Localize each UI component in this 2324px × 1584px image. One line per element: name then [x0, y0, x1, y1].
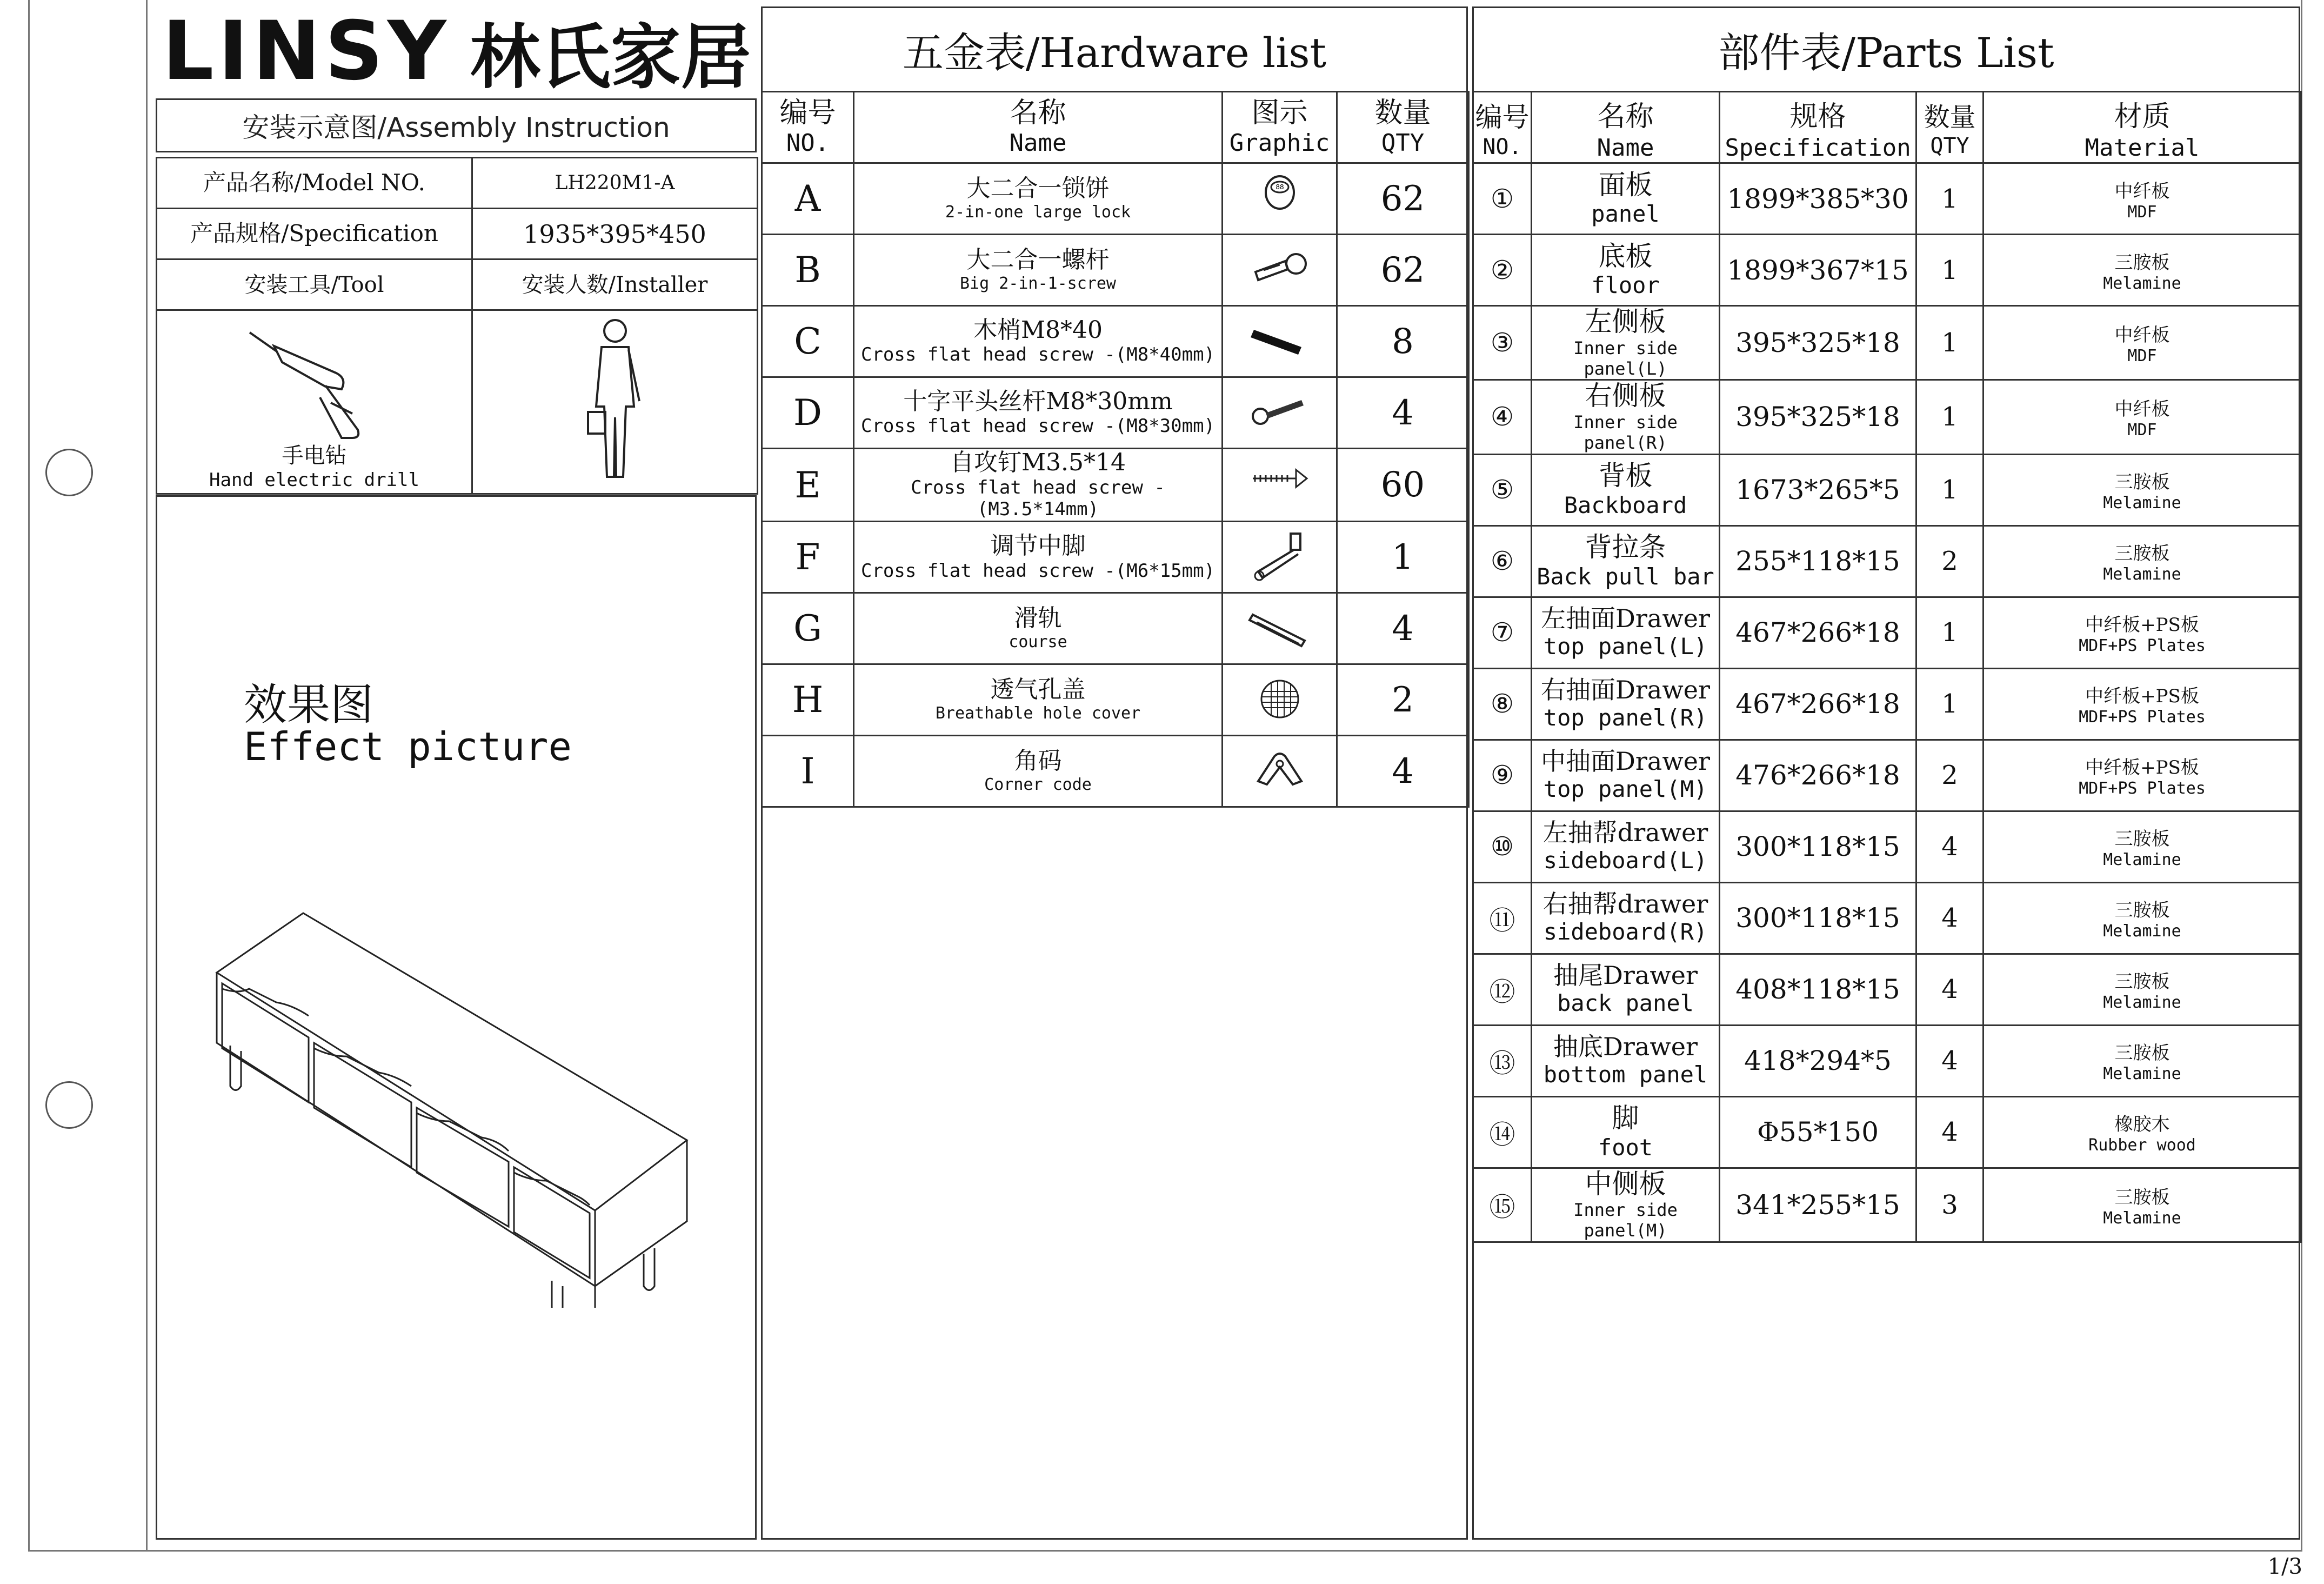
pt-row-spec: 476*266*18 — [1735, 760, 1900, 791]
pt-row-name-en: Inner side panel(R) — [1573, 411, 1678, 454]
hw-row-name-zh: 大二合一螺杆 — [966, 246, 1110, 274]
pt-row-qty: 2 — [1941, 546, 1958, 577]
hw-row-name-en: 2-in-one large lock — [945, 202, 1131, 222]
parts-row — [1473, 1168, 2301, 1242]
pt-col-name-zh: 名称 — [1597, 100, 1654, 133]
adjustable-foot-icon — [1247, 529, 1312, 583]
pt-row-spec: 395*325*18 — [1735, 401, 1900, 433]
drill-icon — [244, 322, 385, 441]
pt-row-qty: 4 — [1941, 903, 1958, 934]
pt-row-name-en: Inner side panel(M) — [1573, 1200, 1678, 1241]
pt-row-mat-en: Melamine — [2103, 922, 2181, 941]
hw-row-qty: 2 — [1392, 680, 1414, 720]
parts-row — [1473, 306, 2301, 380]
pt-row-qty: 4 — [1941, 1117, 1958, 1148]
pt-row-mat-zh: 三胺板 — [2114, 900, 2170, 922]
pt-row-name-zh: 左抽帮drawer — [1542, 818, 1708, 848]
svg-text:88: 88 — [1275, 183, 1284, 191]
tool-cell — [157, 310, 472, 494]
hw-row-name-en: Cross flat head screw -(M8*30mm) — [860, 415, 1216, 437]
parts-header-row — [1473, 92, 2301, 163]
hardware-row — [762, 449, 1469, 522]
hardware-title: 五金表/Hardware list — [902, 28, 1327, 77]
model-value: LH220M1-A — [472, 158, 758, 209]
parts-row — [1473, 954, 2301, 1025]
hardware-row — [762, 235, 1469, 306]
hardware-row — [762, 593, 1469, 664]
pt-row-mat-zh: 中纤板 — [2114, 324, 2170, 347]
hw-row-qty: 4 — [1392, 751, 1414, 791]
hw-col-graphic-zh: 图示 — [1251, 97, 1308, 130]
hw-row-id: D — [793, 392, 822, 434]
hw-row-name-en: Cross flat head screw -(M8*40mm) — [860, 344, 1216, 366]
hardware-row — [762, 522, 1469, 593]
pt-row-name-zh: 右侧板 — [1585, 380, 1666, 412]
parts-row — [1473, 235, 2301, 306]
pt-row-spec: 467*266*18 — [1735, 688, 1900, 720]
pt-row-mat-en: Melamine — [2103, 1064, 2181, 1084]
pt-row-spec: Φ55*150 — [1757, 1116, 1879, 1148]
pt-row-name-zh: 抽尾Drawer — [1553, 961, 1698, 990]
pt-row-no: ① — [1490, 183, 1514, 214]
pt-row-name-en: top panel(L) — [1543, 633, 1708, 660]
pt-col-spec-en: Specification — [1725, 134, 1911, 162]
pt-row-qty: 1 — [1941, 689, 1958, 720]
hw-row-qty: 4 — [1392, 392, 1414, 433]
pt-row-name-en: sideboard(R) — [1543, 919, 1708, 946]
pt-row-mat-zh: 三胺板 — [2114, 828, 2170, 850]
hardware-table — [761, 91, 1470, 808]
pt-row-spec: 408*118*15 — [1735, 974, 1900, 1006]
hw-row-name-en: course — [1009, 632, 1067, 651]
hw-row-id: F — [795, 536, 820, 578]
pt-row-spec: 395*325*18 — [1735, 327, 1900, 359]
pt-row-name-en: sideboard(L) — [1543, 847, 1708, 874]
pt-row-mat-zh: 三胺板 — [2114, 471, 2170, 494]
pt-col-mat-en: Material — [2085, 134, 2200, 162]
hw-row-qty: 8 — [1392, 321, 1414, 362]
pt-col-qty-en: QTY — [1930, 134, 1969, 158]
hw-col-name-zh: 名称 — [1010, 97, 1066, 130]
pt-row-name-en: Back pull bar — [1537, 563, 1714, 590]
hardware-header-row — [762, 92, 1469, 163]
pt-row-name-zh: 左侧板 — [1585, 306, 1666, 337]
pt-row-mat-en: MDF+PS Plates — [2079, 708, 2206, 727]
pt-row-mat-en: MDF — [2127, 421, 2157, 440]
pt-row-name-zh: 中抽面Drawer — [1541, 747, 1710, 776]
parts-row — [1473, 882, 2301, 954]
pt-col-qty-zh: 数量 — [1924, 102, 1976, 132]
pt-row-mat-zh: 三胺板 — [2114, 1042, 2170, 1064]
hw-row-id: C — [794, 321, 822, 362]
pt-row-mat-zh: 中纤板+PS板 — [2085, 614, 2199, 636]
pt-row-no: ④ — [1490, 402, 1514, 432]
brand-logo-latin: LINSY — [162, 4, 451, 98]
parts-row — [1473, 380, 2301, 454]
pt-row-name-en: back panel — [1557, 990, 1694, 1017]
slide-rail-icon — [1247, 601, 1312, 655]
hw-row-name-en: Corner code — [984, 775, 1092, 794]
pt-row-no: ⑨ — [1490, 760, 1514, 791]
pt-row-mat-en: MDF — [2127, 202, 2157, 222]
hw-row-id: A — [794, 178, 821, 219]
pt-row-mat-en: MDF — [2127, 347, 2157, 366]
parts-row — [1473, 1025, 2301, 1096]
pt-row-name-en: foot — [1598, 1134, 1653, 1161]
hw-col-graphic-en: Graphic — [1229, 129, 1330, 157]
pt-row-mat-zh: 中纤板 — [2114, 180, 2170, 202]
drill-name-en: Hand electric drill — [209, 469, 419, 491]
spec-value: 1935*395*450 — [472, 209, 758, 259]
pt-row-mat-en: MDF+PS Plates — [2079, 636, 2206, 656]
hw-col-no-en: NO. — [786, 129, 830, 157]
pt-row-qty: 4 — [1941, 1046, 1958, 1076]
hw-row-name-zh: 调节中脚 — [990, 531, 1086, 560]
parts-row — [1473, 597, 2301, 668]
hardware-row — [762, 306, 1469, 377]
hw-row-name-zh: 角码 — [1014, 747, 1062, 775]
parts-title: 部件表/Parts List — [1718, 28, 2054, 77]
pt-row-name-zh: 背拉条 — [1585, 531, 1666, 563]
hw-row-id: E — [794, 464, 821, 506]
pt-row-qty: 1 — [1941, 617, 1958, 648]
parts-row — [1473, 1096, 2301, 1168]
pt-row-no: ⑤ — [1490, 475, 1514, 505]
hw-row-name-en: Cross flat head screw -(M3.5*14mm) — [911, 476, 1165, 521]
parts-row — [1473, 668, 2301, 740]
hw-col-qty-zh: 数量 — [1374, 97, 1431, 130]
pt-row-mat-zh: 中纤板+PS板 — [2085, 685, 2199, 708]
pt-row-mat-en: Melamine — [2103, 274, 2181, 293]
wooden-dowel-icon — [1247, 314, 1312, 368]
pt-row-name-en: Backboard — [1564, 491, 1687, 518]
binder-margin-line — [146, 0, 148, 1552]
hw-row-qty: 4 — [1392, 608, 1414, 649]
pt-row-spec: 1899*367*15 — [1727, 254, 1909, 286]
product-info-table — [156, 157, 758, 495]
pt-row-mat-zh: 中纤板+PS板 — [2085, 757, 2199, 779]
pt-row-mat-zh: 三胺板 — [2114, 1186, 2170, 1208]
pt-row-mat-en: Melamine — [2103, 993, 2181, 1013]
pt-row-qty: 3 — [1941, 1189, 1958, 1220]
pt-col-spec-zh: 规格 — [1789, 100, 1846, 133]
pt-row-name-zh: 左抽面Drawer — [1541, 604, 1710, 634]
hardware-row — [762, 163, 1469, 235]
pt-row-name-zh: 背板 — [1598, 460, 1653, 492]
pt-row-name-en: top panel(M) — [1543, 776, 1708, 803]
brand-logo — [162, 5, 757, 97]
pt-row-mat-en: Rubber wood — [2088, 1136, 2196, 1155]
pt-row-mat-zh: 中纤板 — [2114, 398, 2170, 421]
pt-row-qty: 1 — [1941, 475, 1958, 505]
pt-row-no: ⑫ — [1489, 976, 1515, 1007]
pt-row-no: ⑮ — [1489, 1192, 1515, 1223]
hw-row-qty: 62 — [1380, 178, 1425, 219]
hw-row-qty: 60 — [1380, 465, 1425, 505]
pt-row-spec: 418*294*5 — [1744, 1045, 1892, 1077]
brand-logo-cjk: 林氏家居 — [470, 16, 751, 98]
pt-row-mat-en: MDF+PS Plates — [2079, 779, 2206, 798]
parts-row — [1473, 163, 2301, 235]
drill-name-zh: 手电钻 — [282, 443, 347, 468]
parts-row — [1473, 454, 2301, 525]
pt-row-spec: 1673*265*5 — [1735, 474, 1900, 506]
page-number: 1/3 — [2267, 1554, 2302, 1579]
pt-row-spec: 300*118*15 — [1735, 902, 1900, 934]
hw-col-no-zh: 编号 — [779, 97, 836, 130]
binder-hole-top — [45, 449, 93, 496]
pt-row-qty: 1 — [1941, 183, 1958, 214]
model-label: 产品名称/Model NO. — [157, 158, 472, 209]
hw-row-id: I — [800, 750, 815, 793]
pt-row-mat-en: Melamine — [2103, 850, 2181, 870]
hw-row-name-zh: 木梢M8*40 — [973, 316, 1103, 344]
machine-screw-icon — [1247, 385, 1312, 439]
pt-row-spec: 341*255*15 — [1735, 1189, 1900, 1221]
hw-row-name-zh: 滑轨 — [1014, 604, 1062, 633]
pt-row-no: ⑪ — [1489, 905, 1515, 936]
pt-col-no-en: NO. — [1482, 134, 1522, 159]
effect-title-en: Effect picture — [244, 724, 572, 769]
pt-col-name-en: Name — [1597, 134, 1654, 162]
pt-row-qty: 2 — [1941, 760, 1958, 791]
effect-title-zh: 效果图 — [244, 680, 373, 730]
pt-row-name-zh: 右抽帮drawer — [1542, 889, 1708, 919]
pt-row-mat-en: Melamine — [2103, 494, 2181, 513]
parts-row — [1473, 811, 2301, 882]
parts-row — [1473, 525, 2301, 597]
pt-row-name-zh: 面板 — [1598, 169, 1653, 201]
pt-col-mat-zh: 材质 — [2114, 100, 2171, 133]
pt-row-mat-zh: 三胺板 — [2114, 251, 2170, 274]
pt-row-mat-en: Melamine — [2103, 1208, 2181, 1228]
pt-row-qty: 1 — [1941, 328, 1958, 358]
pt-row-mat-zh: 三胺板 — [2114, 543, 2170, 565]
pt-row-name-zh: 中侧板 — [1585, 1168, 1666, 1200]
cam-lock-icon — [1247, 171, 1312, 225]
pt-row-no: ② — [1490, 255, 1514, 285]
pt-row-no: ⑩ — [1490, 831, 1514, 862]
pt-row-spec: 467*266*18 — [1735, 617, 1900, 649]
hw-row-name-en: Big 2-in-1-screw — [960, 274, 1116, 293]
pt-row-spec: 1899*385*30 — [1727, 183, 1909, 215]
parts-row — [1473, 740, 2301, 811]
mesh-cover-icon — [1247, 672, 1312, 726]
hw-row-qty: 62 — [1380, 250, 1425, 290]
hardware-row — [762, 736, 1469, 807]
hw-row-name-zh: 十字平头丝杆M8*30mm — [903, 387, 1173, 415]
pt-row-qty: 4 — [1941, 974, 1958, 1005]
cam-bolt-icon — [1247, 242, 1312, 296]
spec-label: 产品规格/Specification — [157, 209, 472, 259]
hw-row-name-zh: 大二合一锁饼 — [966, 175, 1110, 203]
pt-row-no: ⑭ — [1489, 1119, 1515, 1150]
corner-bracket-icon — [1247, 743, 1312, 797]
pt-row-spec: 255*118*15 — [1735, 545, 1900, 577]
hw-row-id: H — [792, 679, 824, 721]
pt-row-mat-en: Melamine — [2103, 565, 2181, 584]
tool-label: 安装工具/Tool — [157, 259, 472, 310]
pt-row-name-en: panel — [1591, 201, 1660, 228]
self-tapping-screw-icon — [1247, 457, 1312, 511]
hw-row-id: B — [794, 249, 821, 291]
installer-label: 安装人数/Installer — [472, 259, 758, 310]
pt-col-no-zh: 编号 — [1475, 101, 1530, 133]
hw-row-name-en: Cross flat head screw -(M6*15mm) — [860, 560, 1216, 582]
pt-row-qty: 1 — [1941, 255, 1958, 285]
binder-hole-bottom — [45, 1081, 93, 1129]
pt-row-name-zh: 脚 — [1612, 1102, 1639, 1134]
hw-row-qty: 1 — [1392, 537, 1414, 577]
pt-row-name-en: bottom panel — [1543, 1061, 1708, 1088]
pt-row-name-zh: 右抽面Drawer — [1541, 675, 1710, 705]
pt-row-name-en: floor — [1591, 272, 1660, 299]
hardware-row — [762, 377, 1469, 449]
installer-cell — [472, 310, 758, 494]
tv-cabinet-illustration — [206, 908, 692, 1308]
effect-picture-box — [156, 495, 757, 1540]
person-icon — [577, 315, 653, 488]
pt-row-name-zh: 底板 — [1598, 240, 1653, 272]
pt-row-spec: 300*118*15 — [1735, 831, 1900, 863]
hw-col-qty-en: QTY — [1381, 129, 1425, 157]
hw-col-name-en: Name — [1009, 129, 1067, 157]
pt-row-no: ⑧ — [1490, 689, 1514, 720]
pt-row-no: ③ — [1490, 328, 1514, 358]
hw-row-name-en: Breathable hole cover — [935, 703, 1141, 723]
pt-row-qty: 4 — [1941, 831, 1958, 862]
parts-table — [1472, 91, 2302, 1243]
pt-row-qty: 1 — [1941, 402, 1958, 432]
assembly-title: 安装示意图/Assembly Instruction — [242, 112, 670, 143]
pt-row-name-en: top panel(R) — [1543, 704, 1708, 731]
hw-row-name-zh: 透气孔盖 — [990, 676, 1086, 704]
pt-row-no: ⑦ — [1490, 617, 1514, 648]
pt-row-name-zh: 抽底Drawer — [1553, 1032, 1698, 1062]
hw-row-id: G — [793, 608, 822, 650]
pt-row-name-en: Inner side panel(L) — [1573, 337, 1678, 379]
pt-row-no: ⑬ — [1489, 1048, 1515, 1079]
pt-row-mat-zh: 橡胶木 — [2114, 1114, 2170, 1136]
pt-row-mat-zh: 三胺板 — [2114, 971, 2170, 993]
pt-row-no: ⑥ — [1490, 546, 1514, 577]
assembly-title-box — [156, 98, 757, 152]
hw-row-name-zh: 自攻钉M3.5*14 — [950, 449, 1126, 476]
hardware-row — [762, 664, 1469, 736]
